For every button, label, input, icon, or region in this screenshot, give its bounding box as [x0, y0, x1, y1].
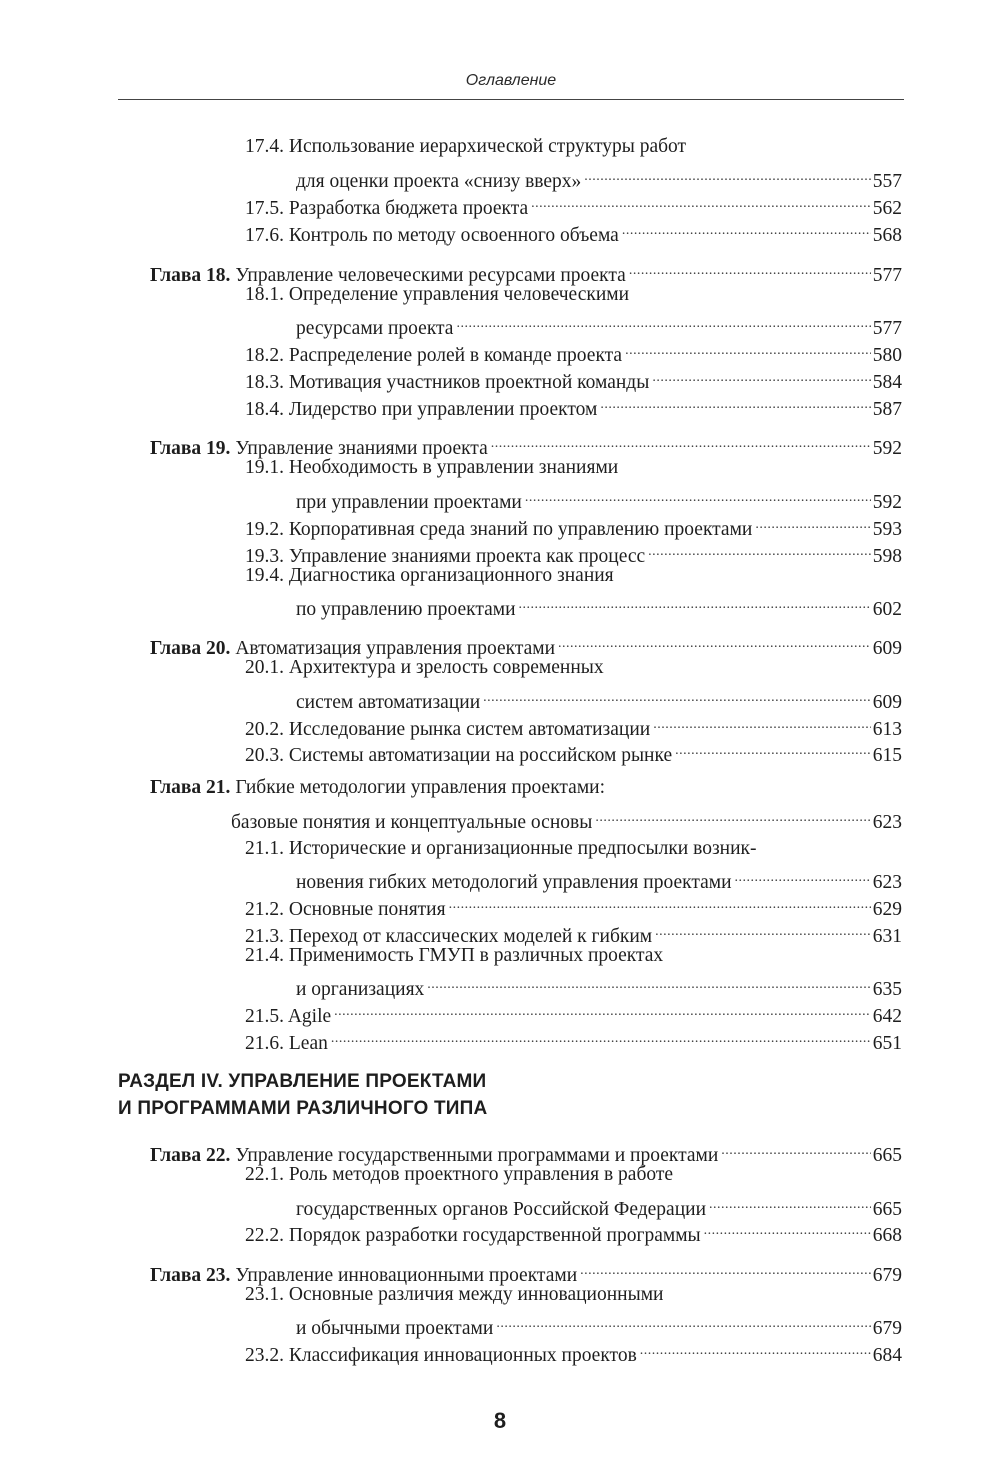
toc-entry-21-6: 21.6. Lean ..... 651 — [245, 1023, 902, 1049]
toc-chapter-23: Глава 23. Управление инновационными проектами ..... 679 — [150, 1255, 902, 1281]
toc-entry-22-1: государственных органов Российской Федерации ..... 665 — [296, 1189, 902, 1215]
toc-entry-18-3: 18.3. Мотивация участников проектной команды ..... 584 — [245, 362, 902, 388]
toc-entry-18-1: ресурсами проекта ..... 577 — [296, 308, 902, 334]
toc-entry-20-3: 20.3. Системы автоматизации на российском рынке ..... 615 — [245, 735, 902, 761]
toc-chapter-20: Глава 20. Автоматизация управления проектами ..... 609 — [150, 628, 902, 654]
toc-entry-20-1: систем автоматизации ..... 609 — [296, 682, 902, 708]
part-4-heading-line2: И ПРОГРАММАМИ РАЗЛИЧНОГО ТИПА — [118, 1098, 488, 1119]
toc-chapter-21-line1: Глава 21. Гибкие методологии управления проектами: — [150, 777, 606, 798]
toc-entry-19-4: по управлению проектами ..... 602 — [296, 589, 902, 615]
toc-entry-21-4: и организациях ..... 635 — [296, 969, 902, 995]
toc-entry-18-4: 18.4. Лидерство при управлении проектом ..... 587 — [245, 389, 902, 415]
toc-entry-19-3: 19.3. Управление знаниями проекта как процесс ..... 598 — [245, 536, 902, 562]
toc-chapter-19: Глава 19. Управление знаниями проекта ..... 592 — [150, 428, 902, 454]
toc-entry-17-4-line1: 17.4. Использование иерархической структуры работ — [245, 136, 687, 157]
toc-entry-20-2: 20.2. Исследование рынка систем автоматизации ..... 613 — [245, 709, 902, 735]
toc-entry-21-2: 21.2. Основные понятия ..... 629 — [245, 889, 902, 915]
part-4-heading-line1: РАЗДЕЛ IV. УПРАВЛЕНИЕ ПРОЕКТАМИ — [118, 1071, 487, 1092]
page-number: 8 — [493, 1408, 507, 1433]
toc-entry-22-2: 22.2. Порядок разработки государственной программы ..... 668 — [245, 1215, 902, 1241]
toc-entry-21-1: новения гибких методологий управления проектами ..... 623 — [296, 862, 902, 888]
header-rule — [118, 99, 904, 100]
toc-entry-17-5: 17.5. Разработка бюджета проекта ..... 562 — [245, 188, 902, 214]
toc-entry-20-1-line1: 20.1. Архитектура и зрелость современных — [245, 657, 604, 678]
toc-entry-21-5: 21.5. Agile ..... 642 — [245, 996, 902, 1022]
toc-entry-21-4-line1: 21.4. Применимость ГМУП в различных проектах — [245, 945, 664, 966]
toc-entry-21-3: 21.3. Переход от классических моделей к гибким ..... 631 — [245, 916, 902, 942]
toc-chapter-18: Глава 18. Управление человеческими ресурсами проекта ..... 577 — [150, 255, 902, 281]
toc-entry-18-1-line1: 18.1. Определение управления человеческими — [245, 284, 630, 305]
toc-entry-23-1-line1: 23.1. Основные различия между инновационными — [245, 1284, 664, 1305]
toc-entry-17-4: для оценки проекта «снизу вверх» ..... 557 — [296, 161, 902, 187]
toc-entry-17-6: 17.6. Контроль по методу освоенного объема ..... 568 — [245, 215, 902, 241]
toc-entry-23-2: 23.2. Классификация инновационных проектов ..... 684 — [245, 1335, 902, 1361]
toc-entry-21-1-line1: 21.1. Исторические и организационные предпосылки возник- — [245, 838, 757, 859]
toc-entry-22-1-line1: 22.1. Роль методов проектного управления в работе — [245, 1164, 674, 1185]
toc-entry-19-4-line1: 19.4. Диагностика организационного знания — [245, 565, 614, 586]
toc-entry-23-1: и обычными проектами ..... 679 — [296, 1308, 902, 1334]
toc-entry-19-1: при управлении проектами ..... 592 — [296, 482, 902, 508]
toc-chapter-21: базовые понятия и концептуальные основы ..... 623 — [231, 802, 902, 828]
running-head: Оглавление — [465, 72, 557, 89]
toc-chapter-22: Глава 22. Управление государственными программами и проектами ..... 665 — [150, 1135, 902, 1161]
toc-entry-19-1-line1: 19.1. Необходимость в управлении знаниями — [245, 457, 619, 478]
toc-entry-19-2: 19.2. Корпоративная среда знаний по управлению проектами ..... 593 — [245, 509, 902, 535]
toc-entry-18-2: 18.2. Распределение ролей в команде проекта ..... 580 — [245, 335, 902, 361]
